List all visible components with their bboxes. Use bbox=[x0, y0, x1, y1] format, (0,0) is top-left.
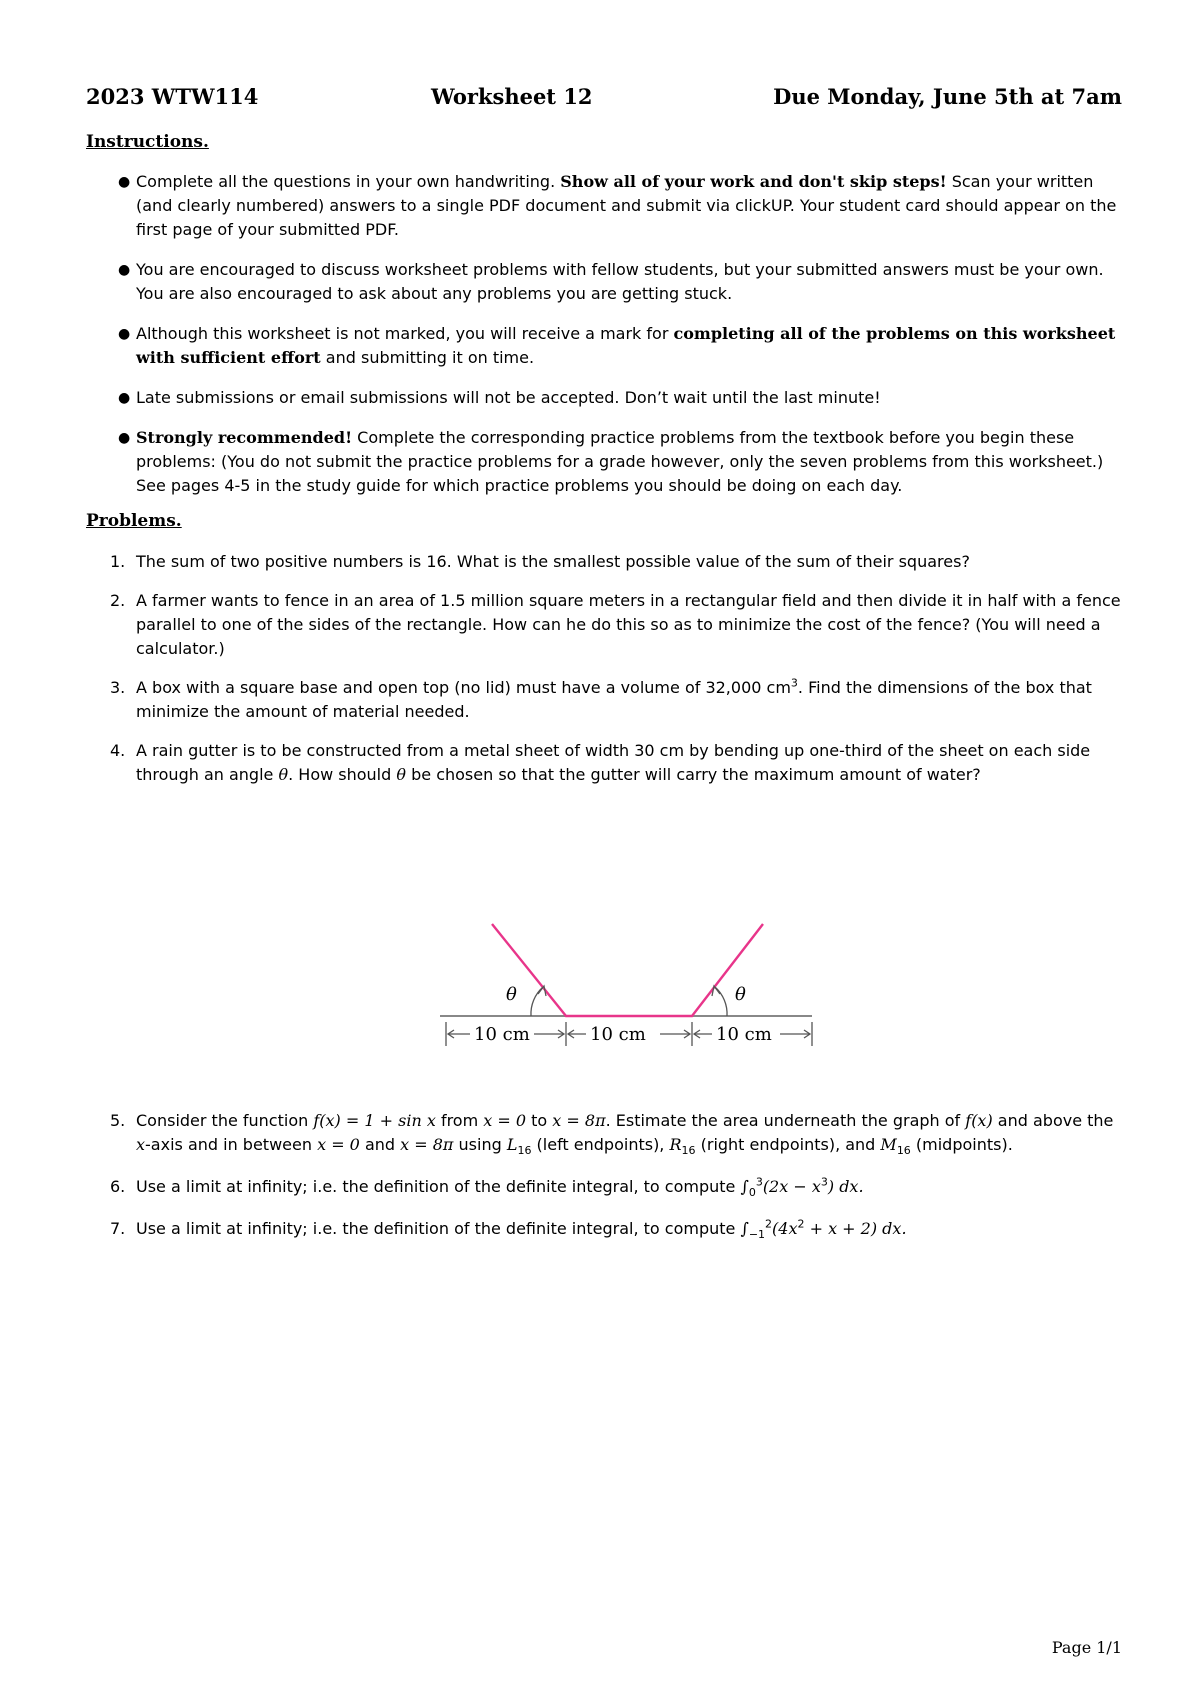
instructions-heading: Instructions. bbox=[86, 132, 209, 152]
integral-sign-icon: ∫ bbox=[740, 1177, 749, 1196]
problem-2: 2. A farmer wants to fence in an area of 1.5 million square meters in a rectangular field and then divide it in half with a fence parallel to one of the sides of the rectangle. How can he do this so as to minimize the cost of the fence? (You will need a calculator.) bbox=[110, 591, 1121, 658]
instruction-item: ● Complete all the questions in your own handwriting. Show all of your work and don't skip steps! Scan your written (and clearly numbered) answers to a single PDF document and submit via clickUP. Your student card should appear on the first page of your submitted PDF. bbox=[118, 172, 1117, 239]
problem-1: 1. The sum of two positive numbers is 16. What is the smallest possible value of the sum of their squares? bbox=[110, 552, 970, 571]
integral-sign-icon: ∫ bbox=[740, 1219, 749, 1238]
worksheet-title: Worksheet 12 bbox=[431, 84, 593, 109]
due-date: Due Monday, June 5th at 7am bbox=[773, 84, 1122, 109]
instruction-item: ● You are encouraged to discuss worksheet problems with fellow students, but your submitted answers must be your own. You are also encouraged to ask about any problems you are getting stuck. bbox=[118, 260, 1104, 303]
bullet-icon: ● bbox=[118, 262, 131, 278]
problems-heading: Problems. bbox=[86, 511, 182, 531]
page-number: Page 1/1 bbox=[1051, 1638, 1122, 1657]
problem-3: 3. A box with a square base and open top (no lid) must have a volume of 32,000 $cm^3$. Find the dimensions of the box that minimize the amount of material needed. bbox=[110, 676, 1092, 721]
width-label-left: 10 cm bbox=[474, 1024, 530, 1045]
problem-6: 6. Use a limit at infinity; i.e. the definition of the definite integral, to compute $\int_0^3(2x - x^3)$ dx. bbox=[110, 1175, 864, 1200]
bullet-icon: ● bbox=[118, 174, 131, 190]
bullet-icon: ● bbox=[118, 430, 131, 446]
width-label-right: 10 cm bbox=[716, 1024, 772, 1045]
bullet-icon: ● bbox=[118, 326, 131, 342]
problems-list bbox=[86, 550, 1122, 802]
bullet-icon: ● bbox=[118, 390, 131, 406]
instruction-item: ● Strongly recommended! Complete the corresponding practice problems from the textbook before you begin these problems: (You do not submit the practice problems for a grade however, only the seven problems from this worksheet.) See pages 4-5 in the study guide for which practice problems you should be doing on each day. bbox=[118, 428, 1104, 495]
problem-5: 5. Consider the function f(x) = 1 + sin x from x = 0 to x = 8π. Estimate the area underneath the graph of f(x) and above the x-axis and in between x = 0 and x = 8π using $L_{16}$ (left endpoints), $R_{16}$ (right endpoints), and $M_{16}$ (midpoints). bbox=[110, 1111, 1114, 1158]
instruction-item: ● Although this worksheet is not marked, you will receive a mark for completing all of the problems on this worksheet with sufficient effort and submitting it on time. bbox=[118, 324, 1116, 367]
gutter-diagram bbox=[440, 918, 820, 1058]
right-angle-arc bbox=[715, 987, 727, 1016]
instructions-list bbox=[86, 170, 1122, 514]
problems-list-continued bbox=[86, 1109, 1122, 1256]
course-code: 2023 WTW114 bbox=[86, 84, 259, 109]
width-label-center: 10 cm bbox=[590, 1024, 646, 1045]
problem-7: 7. Use a limit at infinity; i.e. the definition of the definite integral, to compute $\int_{-1}^2(4x^2 + x + 2)$ dx. bbox=[110, 1217, 907, 1242]
left-angle-arc bbox=[531, 987, 543, 1016]
problem-4: 4. A rain gutter is to be constructed from a metal sheet of width 30 cm by bending up one-third of the sheet on each side through an angle θ. How should θ be chosen so that the gutter will carry the maximum amount of water? bbox=[110, 741, 1091, 784]
right-theta-label: θ bbox=[735, 984, 746, 1005]
gutter-figure bbox=[440, 918, 820, 1058]
left-theta-label: θ bbox=[506, 984, 517, 1005]
instruction-item: ● Late submissions or email submissions will not be accepted. Don’t wait until the last minute! bbox=[86, 386, 1122, 410]
